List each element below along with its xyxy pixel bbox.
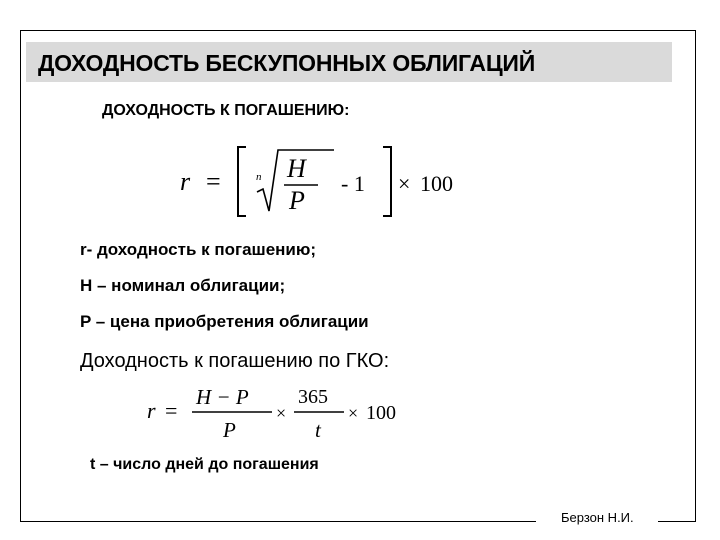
formula1-multiplier: 100 (420, 171, 453, 196)
definition-p: P – цена приобретения облигации (80, 312, 369, 331)
formula1-right-bracket (383, 147, 391, 216)
formula2-denominator1: P (223, 418, 236, 442)
definition-h: H – номинал облигации; (80, 276, 286, 295)
formula-gko-yield (147, 385, 396, 442)
formula2-denominator2: t (315, 418, 321, 442)
formula2-times1: × (276, 403, 287, 423)
yield-to-maturity-heading: ДОХОДНОСТЬ К ПОГАШЕНИЮ: (102, 102, 350, 119)
definition-t: t – число дней до погашения (90, 456, 319, 473)
formula1-lhs: r (180, 167, 191, 196)
formula1-equals: = (206, 167, 221, 196)
formula1-minus-one: - 1 (341, 171, 365, 196)
formula1-numerator: H (287, 154, 306, 183)
gko-yield-heading: Доходность к погашению по ГКО: (80, 350, 390, 372)
formula2-numerator1: H − P (196, 385, 249, 409)
formula1-left-bracket (238, 147, 246, 216)
definition-r: r- доходность к погашению; (80, 240, 317, 259)
formula1-root-index: n (256, 171, 262, 183)
formula1-denominator: P (289, 186, 305, 215)
formula2-lhs: r (147, 398, 156, 423)
formula2-equals: = (165, 398, 178, 423)
formula1-times: × (398, 171, 411, 196)
formula2-multiplier: 100 (366, 402, 396, 424)
author-credit: Берзон Н.И. (561, 510, 634, 525)
formula2-numerator2: 365 (298, 386, 328, 408)
formula2-times2: × (348, 403, 359, 423)
slide-title: ДОХОДНОСТЬ БЕСКУПОННЫХ ОБЛИГАЦИЙ (38, 50, 536, 76)
